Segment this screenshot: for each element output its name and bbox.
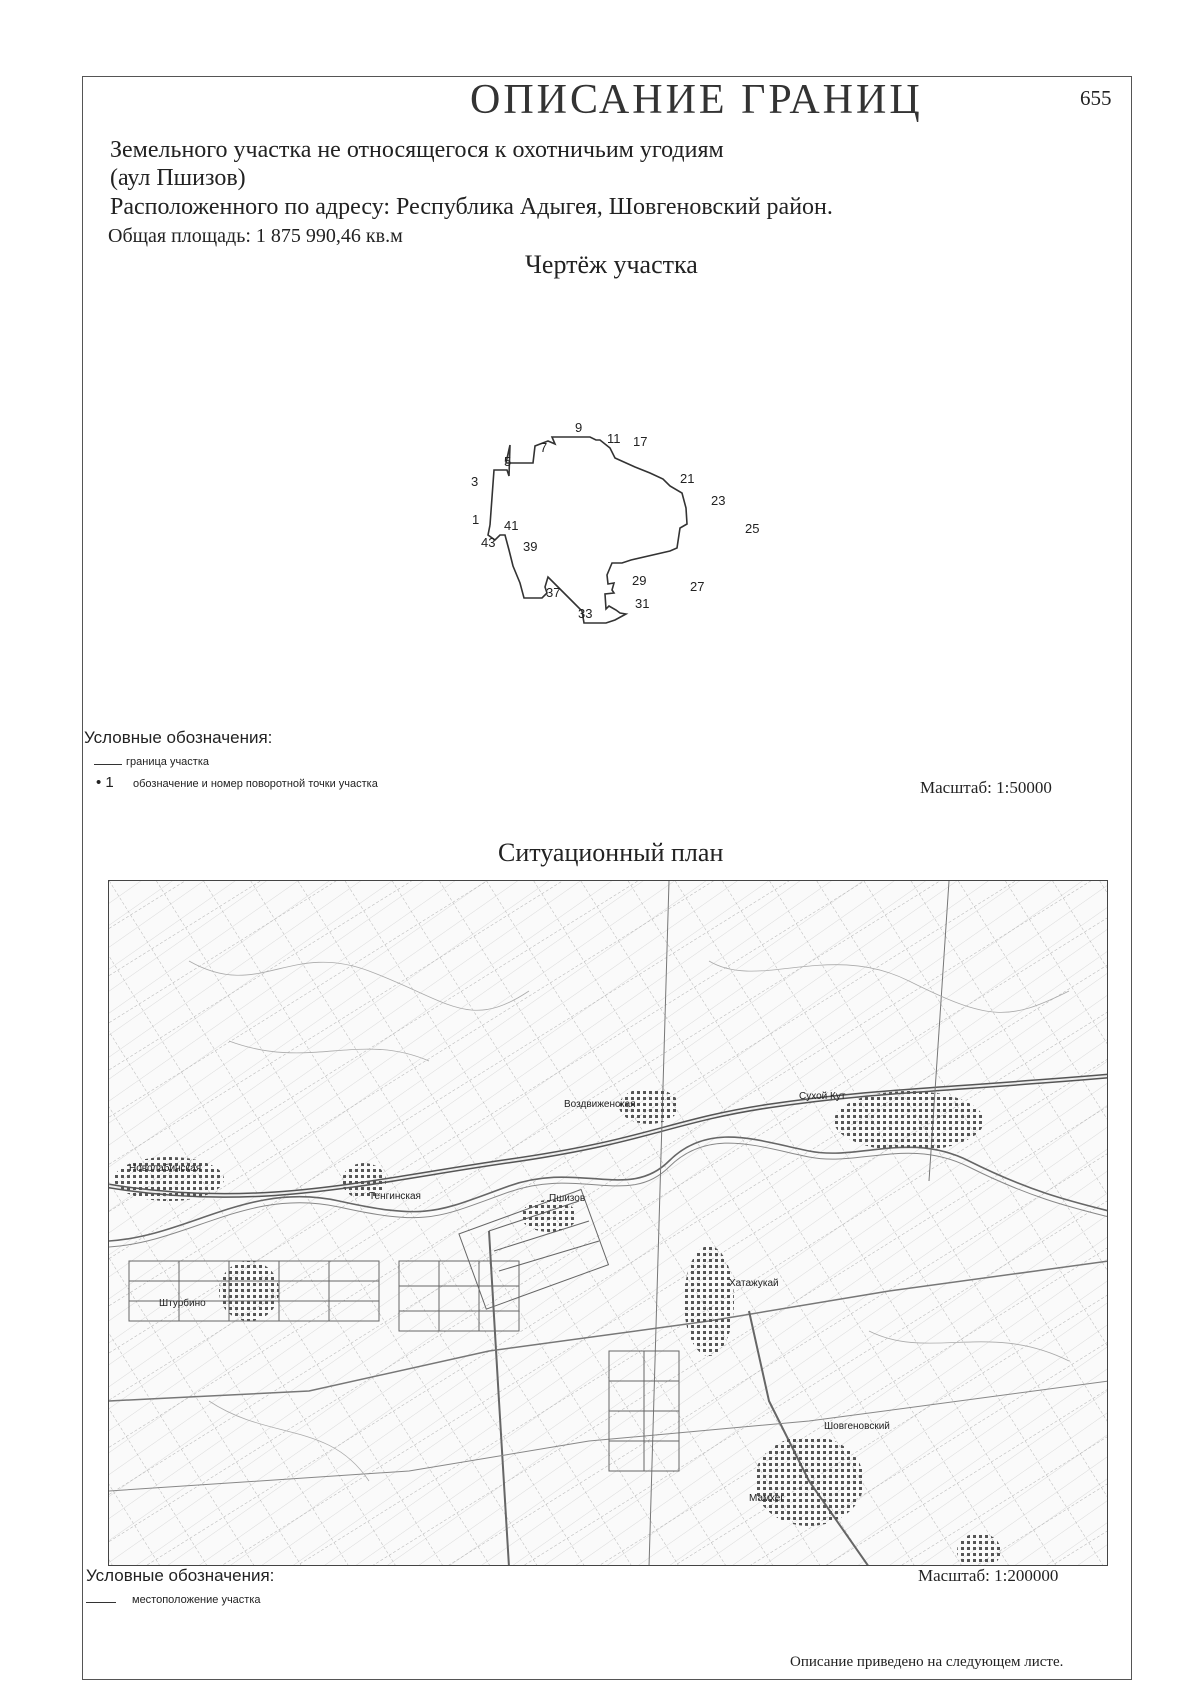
point-label: 29 <box>632 573 647 588</box>
legend-boundary-label: граница участка <box>126 756 209 768</box>
drawing-title: Чертёж участка <box>525 250 698 279</box>
drawing-scale: Масштаб: 1:50000 <box>920 778 1052 797</box>
place-label: Тенгинская <box>369 1191 421 1202</box>
point-label: 27 <box>690 579 705 594</box>
map-drawing <box>109 881 1108 1566</box>
point-label: 41 <box>504 518 519 533</box>
legend-point-label: обозначение и номер поворотной точки участка <box>133 778 378 790</box>
legend-title: Условные обозначения: <box>84 728 273 747</box>
place-label: Хатажукай <box>729 1278 779 1289</box>
point-symbol: • 1 <box>96 774 114 791</box>
place-label: Шовгеновский <box>824 1421 890 1432</box>
point-label: 9 <box>575 420 583 435</box>
place-label: Пшизов <box>549 1193 586 1204</box>
parcel-area: Общая площадь: 1 875 990,46 кв.м <box>108 225 403 247</box>
point-label: 3 <box>471 474 479 489</box>
plan-title: Ситуационный план <box>498 838 724 867</box>
page-title: ОПИСАНИЕ ГРАНИЦ <box>470 77 923 123</box>
legend-location-label: местоположение участка <box>132 1594 261 1606</box>
place-label: Мамхег <box>749 1493 784 1504</box>
point-label: 37 <box>546 585 561 600</box>
place-label: Сухой Кут <box>799 1091 846 1102</box>
point-label: 23 <box>711 493 726 508</box>
plan-scale: Масштаб: 1:200000 <box>918 1566 1059 1585</box>
point-label: 7 <box>540 440 548 455</box>
point-label: 21 <box>680 471 695 486</box>
boundary-line-sample <box>94 764 122 765</box>
location-line-sample <box>86 1602 116 1603</box>
point-label: 43 <box>481 535 496 550</box>
parcel-name: (аул Пшизов) <box>110 165 246 191</box>
place-label: Новолабинская <box>129 1163 202 1174</box>
parcel-drawing <box>0 0 1200 700</box>
place-label: Штурбино <box>159 1298 206 1309</box>
legend-title: Условные обозначения: <box>86 1566 275 1585</box>
point-label: 11 <box>607 431 621 446</box>
point-label: 25 <box>745 521 760 536</box>
point-label: 17 <box>633 434 648 449</box>
page-number: 655 <box>1080 86 1112 110</box>
point-label: 39 <box>523 539 538 554</box>
point-label: 31 <box>635 596 650 611</box>
footer-note: Описание приведено на следующем листе. <box>790 1654 1064 1670</box>
point-label: 1 <box>472 512 480 527</box>
parcel-description-line: Земельного участка не относящегося к охотничьим угодиям <box>110 137 724 163</box>
point-label: 33 <box>578 606 593 621</box>
point-label: 5 <box>504 454 512 469</box>
place-label: Воздвиженская <box>564 1099 636 1110</box>
parcel-address: Расположенного по адресу: Республика Адыгея, Шовгеновский район. <box>110 194 833 220</box>
situation-map <box>108 880 1108 1566</box>
